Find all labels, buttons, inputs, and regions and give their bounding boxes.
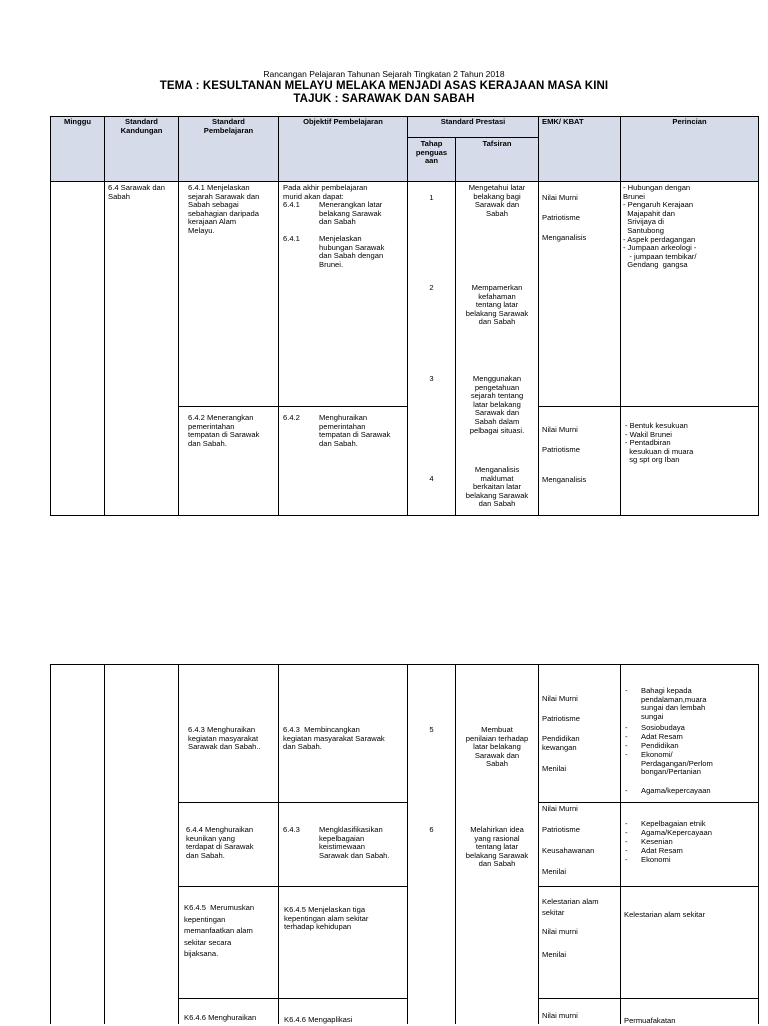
objektif-number: 6.4.1 <box>283 200 300 209</box>
grid-line <box>538 802 759 803</box>
tafsiran-text: Mengetahui latar belakang bagi Sarawak dan Sabah <box>468 183 526 218</box>
column-header-objektif: Objektif Pembelajaran <box>303 117 383 126</box>
dash-bullet: - <box>625 837 628 846</box>
standard-pembelajaran-cell: 6.4.1 Menjelaskan sejarah Sarawak dan Sabah sebagai sebahagian daripada kerajaan Alam Melayu. <box>188 183 260 235</box>
grid-line <box>50 664 51 1024</box>
emk-item: Nilai Murni <box>542 425 578 434</box>
perincian-item: Ekonomi/ Perdagangan/Perlom bongan/Pertanian <box>641 750 713 777</box>
emk-item: Menilai <box>542 867 567 876</box>
grid-line <box>758 116 759 516</box>
topic-title: TAJUK : SARAWAK DAN SABAH <box>293 93 475 105</box>
dash-bullet: - <box>625 828 628 837</box>
tafsiran-text: Melahirkan idea yang rasional tentang latar belakang Sarawak dan Sabah <box>465 825 529 869</box>
objektif-number: 6.4.2 <box>283 413 300 422</box>
grid-line <box>50 116 51 516</box>
column-header-minggu: Minggu <box>64 117 91 126</box>
emk-item: Nilai murni <box>542 1011 578 1020</box>
emk-item: Nilai Murni <box>542 193 578 202</box>
dash-bullet: - <box>625 855 628 864</box>
emk-item: Kelestarian alam sekitar <box>542 897 599 917</box>
tahap-level: 5 <box>429 725 434 734</box>
standard-pembelajaran-cell: K6.4.6 Menghuraikan <box>184 1013 257 1022</box>
tahap-level: 2 <box>429 283 434 292</box>
grid-line <box>538 116 539 516</box>
emk-item: Menilai <box>542 950 567 959</box>
grid-line <box>178 802 408 803</box>
objektif-text: K6.4.5 Menjelaskan tiga kepentingan alam sekitar terhadap kehidupan <box>284 905 369 932</box>
emk-item: Patriotisme <box>542 445 580 454</box>
standard-kandungan-cell: 6.4 Sarawak dan Sabah <box>108 183 165 201</box>
objektif-text: Mengklasifikasikan kepelbagaian keistimewaan Sarawak dan Sabah. <box>319 825 390 860</box>
perincian-item: Kesenian <box>641 837 673 846</box>
grid-line <box>178 406 408 407</box>
column-header-standard-pembelajaran: Standard Pembelajaran <box>203 117 254 135</box>
perincian-item: Kepelbagaian etnik <box>641 819 706 828</box>
perincian-item: Adat Resam <box>641 846 683 855</box>
tahap-level: 4 <box>429 474 434 483</box>
tafsiran-text: Menggunakan pengetahuan sejarah tentang latar belakang Sarawak dan Sabah dalam pelbagai situasi. <box>469 374 525 435</box>
perincian-list: - Hubungan dengan Brunei - Pengaruh Kerajaan Majapahit dan Srivijaya di Santubong - Aspek perdagangan - Jumpaan arkeologi - - jumpaan tembikar/ Gendang gangsa <box>623 183 697 270</box>
grid-line <box>50 515 759 516</box>
column-header-standard-prestasi: Standard Prestasi <box>440 117 506 126</box>
grid-line <box>407 116 408 516</box>
dash-bullet: - <box>625 846 628 855</box>
perincian-item: Kelestarian alam sekitar <box>624 910 706 919</box>
grid-line <box>407 664 408 1024</box>
grid-line <box>620 116 621 516</box>
dash-bullet: - <box>625 732 628 741</box>
standard-pembelajaran-cell: K6.4.5 Merumuskan kepentingan memanfaatkan alam sekitar secara bijaksana. <box>184 903 255 958</box>
grid-line <box>178 116 179 516</box>
grid-line <box>620 664 621 1024</box>
dash-bullet: - <box>625 723 628 732</box>
grid-line <box>278 116 279 516</box>
perincian-item: Sosiobudaya <box>641 723 685 732</box>
objektif-text: K6.4.6 Mengaplikasi <box>284 1015 353 1024</box>
emk-item: Menilai <box>542 764 567 773</box>
objektif-text: Menghuraikan pemerintahan tempatan di Sarawak dan Sabah. <box>319 413 391 448</box>
standard-pembelajaran-cell: 6.4.4 Menghuraikan keunikan yang terdapat di Sarawak dan Sabah. <box>186 825 254 860</box>
emk-item: Menganalisis <box>542 475 587 484</box>
column-header-emk: EMK/ KBAT <box>542 117 584 126</box>
dash-bullet: - <box>625 686 628 695</box>
objektif-text: Menjelaskan hubungan Sarawak dan Sabah dengan Brunei. <box>319 234 385 269</box>
perincian-item: Permuafakatan <box>624 1016 676 1025</box>
objektif-text: 6.4.3 Membincangkan kegiatan masyarakat Sarawak dan Sabah. <box>283 725 385 752</box>
column-header-perincian: Perincian <box>672 117 707 126</box>
standard-pembelajaran-cell: 6.4.3 Menghuraikan kegiatan masyarakat Sarawak dan Sabah.. <box>188 725 261 752</box>
grid-line <box>178 664 179 1024</box>
emk-item: Nilai Murni <box>542 694 578 703</box>
perincian-list: - Bentuk kesukuan - Wakil Brunei - Pentadbiran kesukuan di muara sg spt org Iban <box>625 421 694 465</box>
grid-line <box>104 664 105 1024</box>
grid-line <box>50 181 759 182</box>
grid-line <box>758 664 759 1024</box>
column-header-tafsiran: Tafsiran <box>482 139 512 148</box>
objektif-number: 6.4.1 <box>283 234 300 243</box>
objektif-number: 6.4.3 <box>283 825 300 834</box>
grid-line <box>407 137 539 138</box>
perincian-item: Pendidikan <box>641 741 679 750</box>
tafsiran-text: Menganalisis maklumat berkaitan latar belakang Sarawak dan Sabah <box>465 465 529 509</box>
perincian-item: Bahagi kepada pendalaman,muara sungai dan lembah sungai <box>641 686 707 721</box>
grid-line <box>104 116 105 516</box>
document-subtitle: Rancangan Pelajaran Tahunan Sejarah Tingkatan 2 Tahun 2018 <box>263 69 505 79</box>
perincian-item: Ekonomi <box>641 855 671 864</box>
emk-item: Patriotisme <box>542 825 580 834</box>
column-header-standard-kandungan: Standard Kandungan <box>120 117 163 135</box>
grid-line <box>538 886 759 887</box>
grid-line <box>538 664 539 1024</box>
objektif-text: Menerangkan latar belakang Sarawak dan Sabah <box>319 200 383 227</box>
emk-item: Menganalisis <box>542 233 587 242</box>
emk-item: Pendidikan kewangan <box>542 734 580 752</box>
emk-item: Nilai murni <box>542 927 578 936</box>
emk-item: Patriotisme <box>542 213 580 222</box>
grid-line <box>178 886 408 887</box>
tafsiran-text: Membuat penilaian terhadap latar belakang Sarawak dan Sabah <box>465 725 529 769</box>
tahap-level: 3 <box>429 374 434 383</box>
dash-bullet: - <box>625 819 628 828</box>
grid-line <box>538 998 759 999</box>
dash-bullet: - <box>625 741 628 750</box>
column-header-tahap: Tahap penguas aan <box>415 139 448 166</box>
tahap-level: 6 <box>429 825 434 834</box>
perincian-item: Agama/Kepercayaan <box>641 828 712 837</box>
emk-item: Keusahawanan <box>542 846 595 855</box>
emk-item: Nilai Murni <box>542 804 578 813</box>
standard-pembelajaran-cell: 6.4.2 Menerangkan pemerintahan tempatan di Sarawak dan Sabah. <box>188 413 260 448</box>
dash-bullet: - <box>625 786 628 795</box>
grid-line <box>178 998 408 999</box>
perincian-item: Adat Resam <box>641 732 683 741</box>
objektif-intro: Pada akhir pembelajaran murid akan dapat: <box>283 183 368 201</box>
emk-item: Patriotisme <box>542 714 580 723</box>
grid-line <box>50 664 759 665</box>
tahap-level: 1 <box>429 193 434 202</box>
perincian-item: Agama/kepercayaan <box>641 786 711 795</box>
grid-line <box>538 406 759 407</box>
grid-line <box>278 664 279 1024</box>
dash-bullet: - <box>625 750 628 759</box>
theme-title: TEMA : KESULTANAN MELAYU MELAKA MENJADI ASAS KERAJAAN MASA KINI <box>159 80 609 92</box>
tafsiran-text: Mempamerkan kefahaman tentang latar belakang Sarawak dan Sabah <box>465 283 529 327</box>
